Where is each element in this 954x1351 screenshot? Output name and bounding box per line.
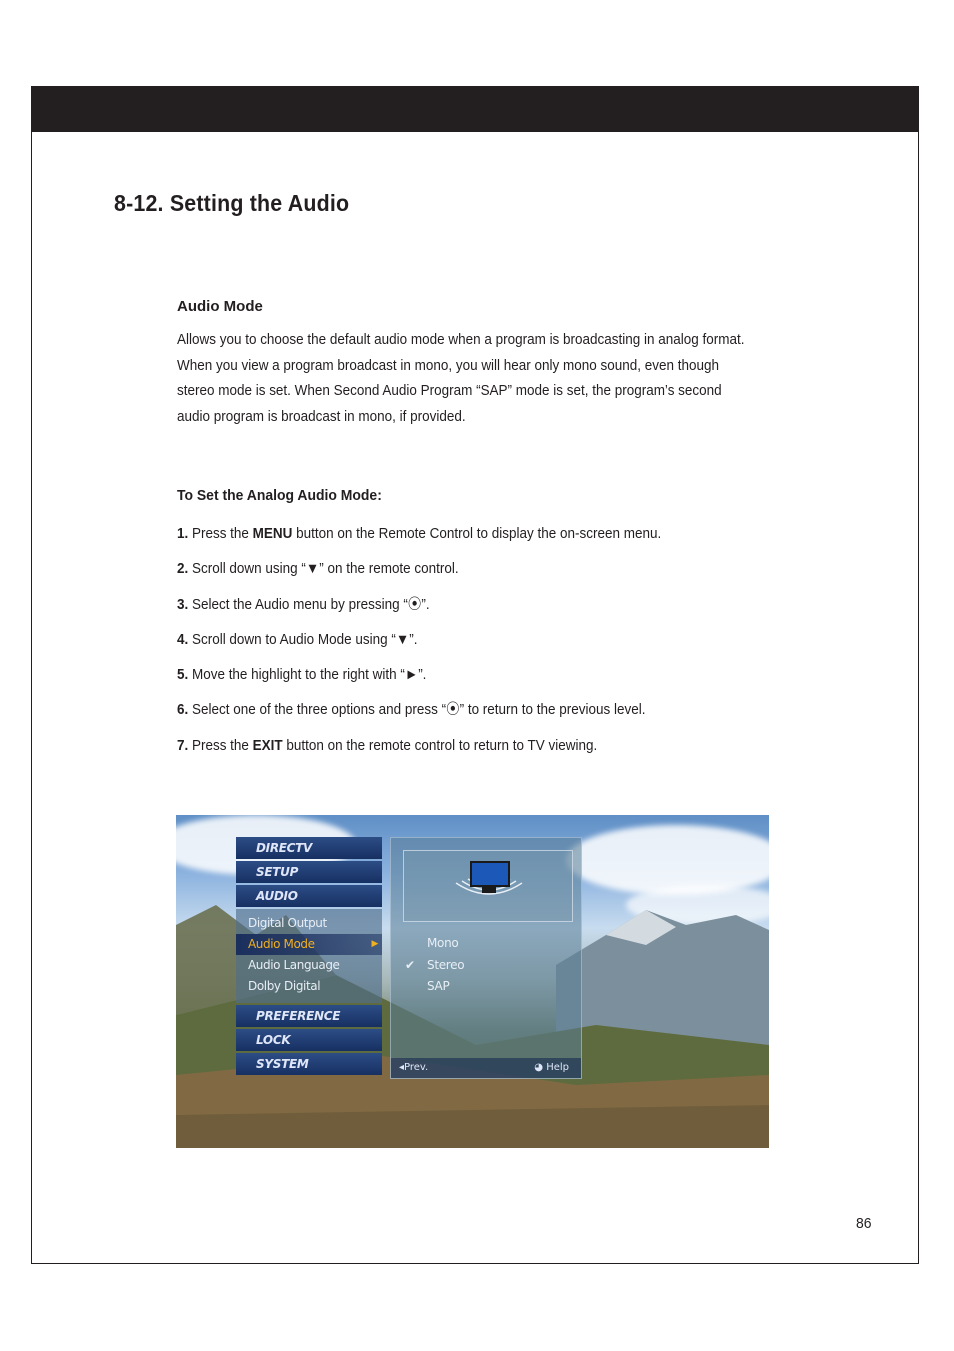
step-text: Move the highlight to the right with “►”. <box>191 667 427 684</box>
step-text: Scroll down to Audio Mode using “▼”. <box>191 631 418 648</box>
menu-item-audio-mode <box>236 934 382 955</box>
step-keyword: MENU <box>252 526 293 542</box>
menu-category-audio: AUDIO <box>236 885 382 907</box>
step-text: Select the Audio menu by pressing “⦿”. <box>191 596 430 613</box>
step-item <box>177 698 661 733</box>
menu-category-directv: DIRECTV <box>236 837 382 859</box>
menu-category-preference: PREFERENCE <box>236 1005 382 1027</box>
step-number: 2. <box>177 561 189 578</box>
step-item <box>177 663 661 698</box>
option-sap: SAP <box>427 979 450 993</box>
step-number: 5. <box>177 667 189 684</box>
menu-category-lock: LOCK <box>236 1029 382 1051</box>
step-keyword: EXIT <box>252 737 283 754</box>
arrow-right-icon: ▶ <box>371 939 378 949</box>
tv-icon <box>470 861 510 887</box>
checkmark-icon: ✔ <box>405 958 416 972</box>
prev-label: ◂Prev. <box>399 1062 429 1073</box>
audio-submenu <box>236 909 382 1003</box>
step-text-after: button on the remote control to return to TV viewing. <box>282 737 598 754</box>
step-number: 1. <box>177 526 189 542</box>
step-number: 6. <box>177 702 189 719</box>
step-text: Press the <box>191 737 253 754</box>
audio-preview-box <box>403 850 573 922</box>
steps-list <box>177 522 698 769</box>
option-stereo: Stereo <box>427 958 465 972</box>
step-item <box>177 593 661 628</box>
menu-category-setup: SETUP <box>236 861 382 883</box>
audio-mode-heading: Audio Mode <box>177 298 263 315</box>
step-text-after: button on the Remote Control to display the on-screen menu. <box>292 526 662 542</box>
step-text: Select one of the three options and press “⦿” to return to the previous level. <box>191 702 646 719</box>
tv-menu-screenshot <box>176 815 769 1148</box>
step-item <box>177 557 661 592</box>
step-item <box>177 522 661 557</box>
tv-stand-icon <box>482 887 496 893</box>
help-label: ◕ Help <box>534 1062 569 1073</box>
section-title: 8-12. Setting the Audio <box>114 190 350 216</box>
step-item <box>177 734 661 769</box>
header-bar <box>31 86 919 132</box>
step-number: 4. <box>177 631 189 648</box>
steps-heading: To Set the Analog Audio Mode: <box>177 487 382 504</box>
step-text: Scroll down using “▼” on the remote control. <box>191 561 459 578</box>
menu-item-digital-output: Digital Output <box>248 916 327 930</box>
menu-category-system: SYSTEM <box>236 1053 382 1075</box>
menu-right-panel <box>390 837 582 1079</box>
menu-item-label: Audio Mode <box>248 937 315 951</box>
option-mono: Mono <box>427 936 459 950</box>
menu-footer <box>391 1058 581 1078</box>
menu-left-panel <box>236 837 382 1077</box>
audio-mode-section <box>177 296 767 431</box>
step-text: Press the <box>191 526 253 542</box>
audio-mode-note: When you view a program broadcast in mono, you will hear only mono sound, even though stereo mode is set. When Second Audio Program “SAP” mode is set, the program’s second audio program is broadcast in mono, if provided. <box>177 357 722 426</box>
menu-item-dolby-digital: Dolby Digital <box>248 979 321 993</box>
audio-mode-description: Allows you to choose the default audio mode when a program is broadcasting in analog format. <box>177 332 745 348</box>
step-item <box>177 628 661 663</box>
step-number: 3. <box>177 596 189 613</box>
page-number: 86 <box>856 1215 872 1232</box>
step-number: 7. <box>177 737 189 754</box>
menu-item-audio-language: Audio Language <box>248 958 340 972</box>
